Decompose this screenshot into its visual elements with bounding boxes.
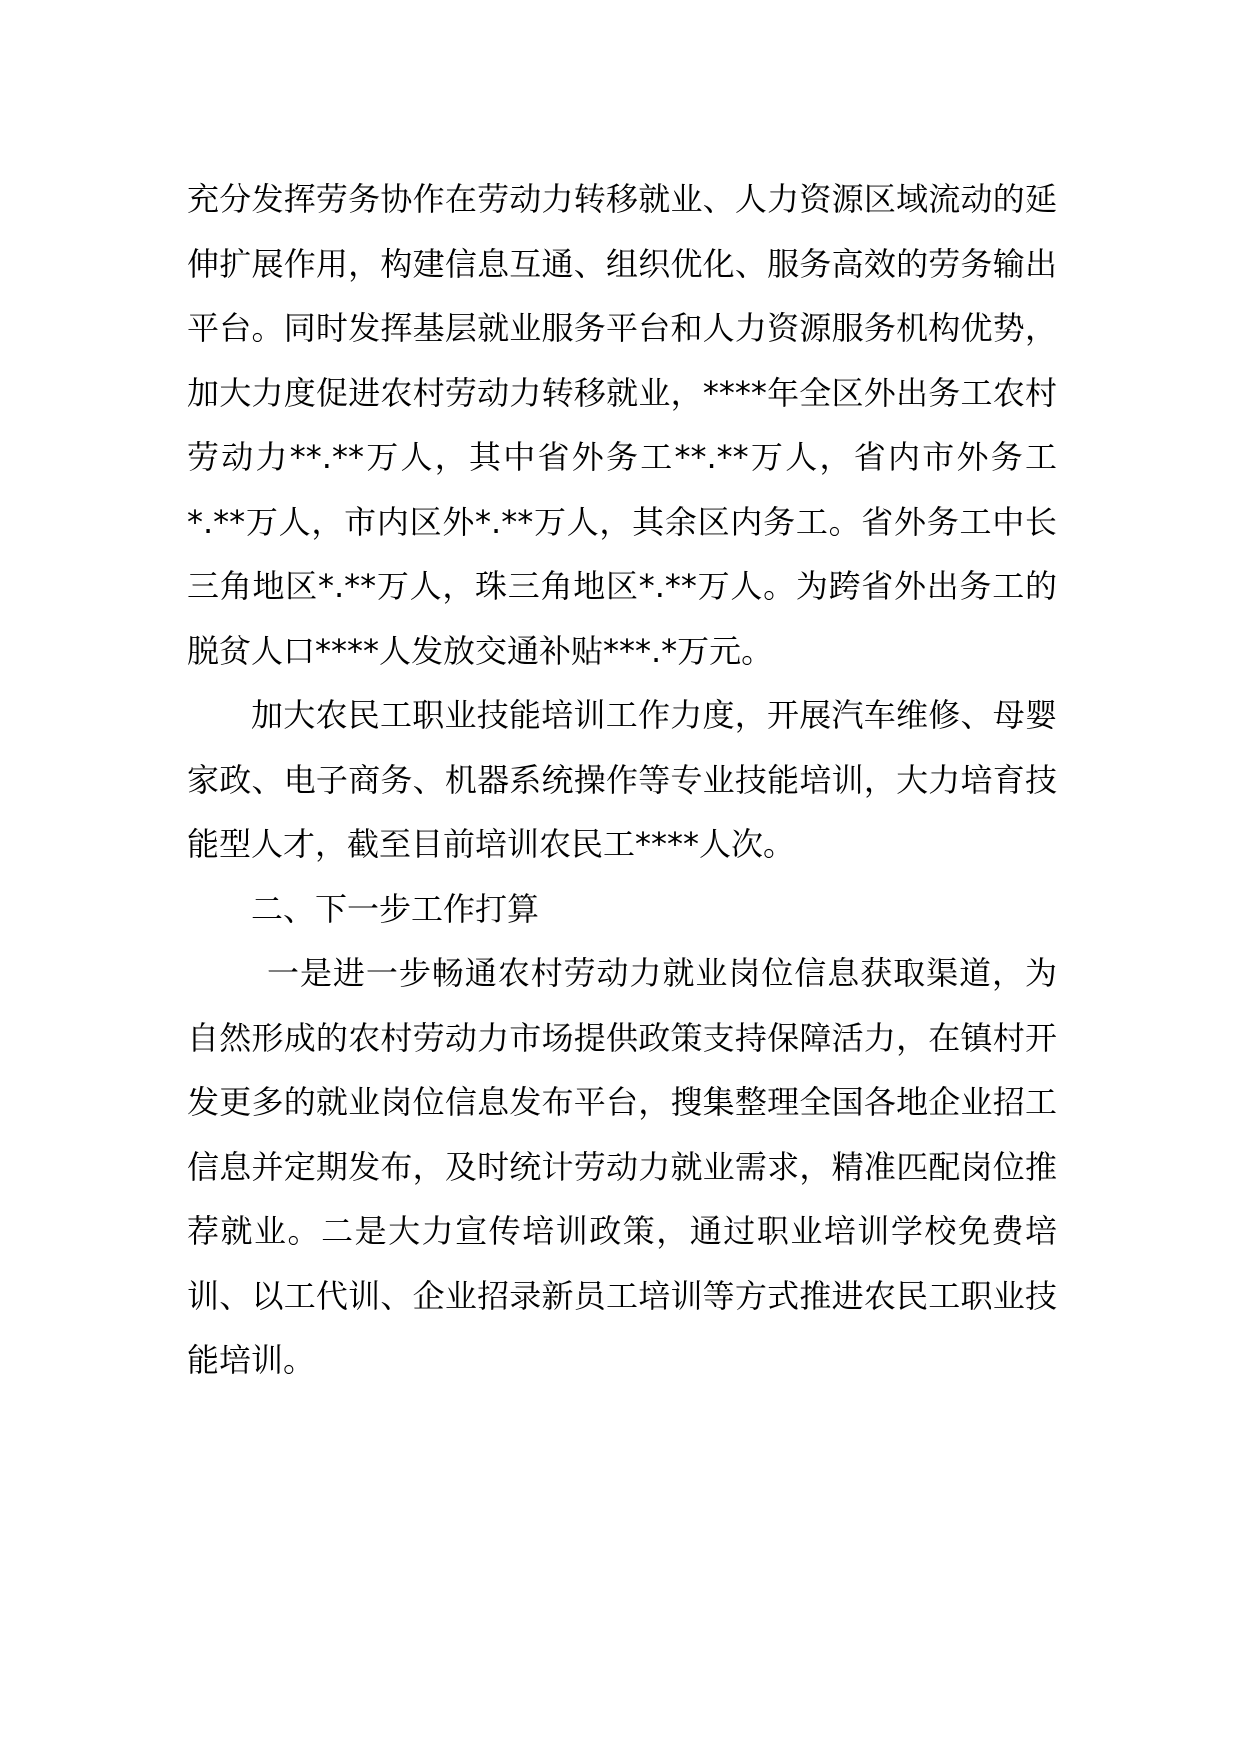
paragraph-labor-transfer: 充分发挥劳务协作在劳动力转移就业、人力资源区域流动的延伸扩展作用，构建信息互通、组织优化、服务高效的劳务输出平台。同时发挥基层就业服务平台和人力资源服务机构优势，加大力度促进农村劳动力转移就业，****年全区外出务工农村劳动力**.**万人，其中省外务工**.**万人，省内市外务工*.**万人，市内区外*.**万人，其余区内务工。省外务工中长三角地区*.**万人，珠三角地区*.**万人。为跨省外出务工的脱贫人口****人发放交通补贴***.*万元。 — [187, 180, 1057, 670]
paragraph-next-steps-plan: 一是进一步畅通农村劳动力就业岗位信息获取渠道，为自然形成的农村劳动力市场提供政策支持保障活力，在镇村开发更多的就业岗位信息发布平台，搜集整理全国各地企业招工信息并定期发布，及时统计劳动力就业需求，精准匹配岗位推荐就业。二是大力宣传培训政策，通过职业培训学校免费培训、以工代训、企业招录新员工培训等方式推进农民工职业技能培训。 — [187, 954, 1057, 1379]
section-heading-next-steps: 二、下一步工作打算 — [251, 889, 540, 928]
paragraph-skills-training: 加大农民工职业技能培训工作力度，开展汽车维修、母婴家政、电子商务、机器系统操作等专业技能培训，大力培育技能型人才，截至目前培训农民工****人次。 — [187, 696, 1057, 863]
document-body — [187, 167, 1057, 1393]
